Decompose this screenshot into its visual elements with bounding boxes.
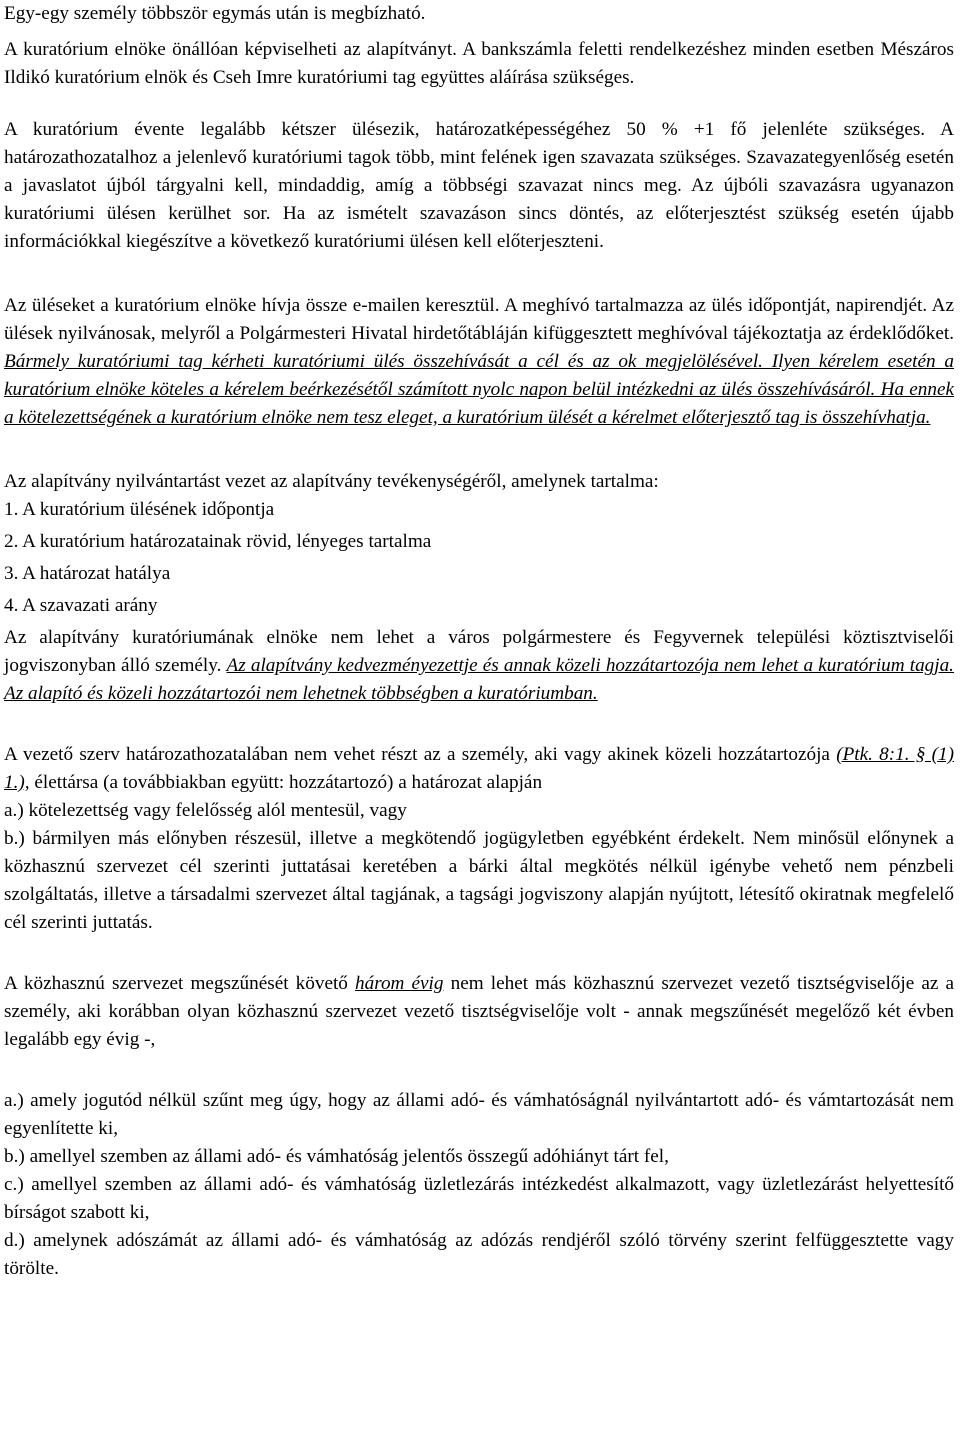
dissolution-text-a: A közhasznú szervezet megszűnését követő [4, 973, 356, 994]
conflict-text-b: élettársa (a továbbiakban együtt: hozzátartozó) a határozat alapján [29, 772, 543, 793]
dissolution-italic-text: három évig [355, 973, 444, 994]
list-item: a.) kötelezettség vagy felelősség alól mentesül, vagy [4, 800, 407, 821]
list-item: a.) amely jogutód nélkül szűnt meg úgy, hogy az állami adó- és vámhatóságnál nyilvántartott adó- és vámtartozását nem egyenlítette ki, [4, 1090, 954, 1139]
meetings-text: Az üléseket a kuratórium elnöke hívja össze e-mailen keresztül. A meghívó tartalmazza az ülés időpontját, napirendjét. Az ülések nyilvánosak, melyről a Polgármesteri Hivatal hirdetőtábláján kifüggesztett meghívóval tájékoztatja az érdeklődőket. [4, 295, 954, 344]
paragraph-registry: Az alapítvány nyilvántartást vezet az alapítvány tevékenységéről, amelynek tartalma: [4, 471, 659, 492]
paragraph-representation: A kuratórium elnöke önállóan képviselheti az alapítványt. A bankszámla feletti rendelkezéshez minden esetben Mészáros Ildikó kuratórium elnök és Cseh Imre kuratóriumi tag együttes aláírása szükséges. [4, 39, 954, 88]
meetings-italic-text: Bármely kuratóriumi tag kérheti kuratóriumi ülés összehívását a cél és az ok megjelölésével. Ilyen kérelem esetén a kuratórium elnöke köteles a kérelem beérkezésétől számított nyolc napon belül intézkedni az ülés összehívásáról. Ha ennek a kötelezettségének a kuratórium elnöke nem tesz eleget, a kuratórium ülését a kérelmet előterjesztő tag is összehívhatja. [4, 351, 954, 428]
chair-restriction-text: Az alapítvány kuratóriumának elnöke nem lehet a város polgármestere és Fegyvernek települési köztisztviselői jogviszonyban álló személy. [4, 627, 954, 676]
dissolution-text-b: nem lehet más közhasznú szervezet vezető tisztségviselője az a személy, aki korábban olyan közhasznú szervezet vezető tisztségviselője volt - annak megszűnését megelőző két évben legalább egy évig -, [4, 973, 955, 1050]
registry-list [4, 496, 954, 619]
paragraph-dissolution [4, 970, 954, 1054]
document-page [4, 0, 954, 1283]
conflict-text-a: A vezető szerv határozathozatalában nem vehet részt az a személy, aki vagy akinek közeli hozzátartozója [4, 744, 837, 765]
paragraph-quorum: A kuratórium évente legalább kétszer ülésezik, határozatképességéhez 50 % +1 fő jelenléte szükséges. A határozathozatalhoz a jelenlevő kuratóriumi tagok több, mint felének igen szavazata szükséges. Szavazategyenlőség esetén a javaslatot újból tárgyalni kell, mindaddig, amíg a többségi szavazat nincs meg. Az újbóli szavazásra ugyanazon kuratóriumi ülésen kerülhet sor. Ha az ismételt szavazáson sincs döntés, az előterjesztést szükség esetén újabb információkkal kiegészítve a következő kuratóriumi ülésen kell előterjeszteni. [4, 119, 954, 252]
paragraph-conflict [4, 741, 954, 797]
conflict-italic-ref: (Ptk. 8:1. § (1) 1.), [4, 744, 954, 793]
chair-restriction-italic-text: Az alapítvány kedvezményezettje és annak közeli hozzátartozója nem lehet a kuratórium tagja. Az alapító és közeli hozzátartozói nem lehetnek többségben a kuratóriumban. [4, 655, 954, 704]
list-item: 2. A kuratórium határozatainak rövid, lényeges tartalma [4, 531, 432, 552]
paragraph-chair-restriction [4, 624, 954, 708]
paragraph-meetings [4, 292, 954, 432]
paragraph-reappointment: Egy-egy személy többször egymás után is megbízható. [4, 3, 426, 24]
list-item: c.) amellyel szemben az állami adó- és vámhatóság üzletlezárás intézkedést alkalmazott, vagy üzletlezárást helyettesítő bírságot szabott ki, [4, 1174, 954, 1223]
list-item: b.) amellyel szemben az állami adó- és vámhatóság jelentős összegű adóhiányt tárt fel, [4, 1146, 669, 1167]
list-item: d.) amelynek adószámát az állami adó- és vámhatóság az adózás rendjéről szóló törvény szerint felfüggesztette vagy törölte. [4, 1230, 954, 1279]
list-item: 1. A kuratórium ülésének időpontja [4, 499, 275, 520]
list-item: 4. A szavazati arány [4, 595, 158, 616]
list-item: 3. A határozat hatálya [4, 563, 171, 584]
list-item: b.) bármilyen más előnyben részesül, illetve a megkötendő jogügyletben egyébként érdekelt. Nem minősül előnynek a közhasznú szervezet cél szerinti juttatásai keretében a bárki által megkötés nélkül igénybe vehető nem pénzbeli szolgáltatás, illetve a társadalmi szervezet által tagjának, a tagsági jogviszony alapján nyújtott, létesítő okiratnak megfelelő cél szerinti juttatás. [4, 828, 954, 933]
